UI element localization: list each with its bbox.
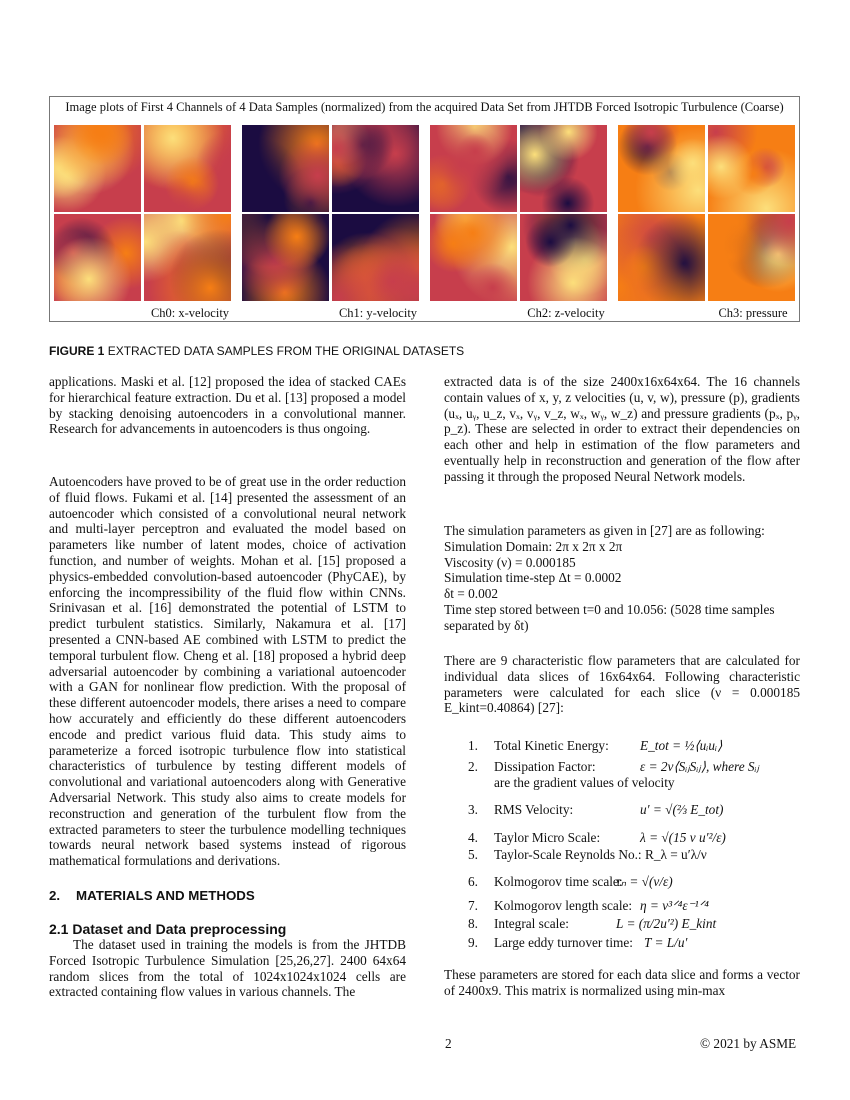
figure-caption bbox=[49, 344, 464, 358]
channel-label-0: Ch0: x-velocity bbox=[150, 306, 230, 320]
flow-sample-image bbox=[618, 125, 705, 212]
list-item: 5. Taylor-Scale Reynolds No.: R_λ = u′λ/ν bbox=[468, 847, 707, 862]
flow-sample-image bbox=[430, 214, 517, 301]
channel-label-3: Ch3: pressure bbox=[718, 306, 788, 320]
flow-sample-image bbox=[144, 214, 231, 301]
list-item: 7. Kolmogorov length scale: η = ν³ᐟ⁴ε⁻¹ᐟ⁴ bbox=[468, 898, 709, 913]
figure-caption-label: FIGURE 1 bbox=[49, 344, 105, 358]
figure-1 bbox=[49, 96, 800, 322]
sim-timestep: Simulation time-step Δt = 0.0002 bbox=[444, 570, 622, 586]
sim-dt: δt = 0.002 bbox=[444, 586, 499, 602]
list-item: are the gradient values of velocity bbox=[494, 775, 675, 790]
list-item: 9. Large eddy turnover time: T = L/u′ bbox=[468, 935, 688, 950]
sim-viscosity: Viscosity (ν) = 0.000185 bbox=[444, 554, 576, 570]
list-item: 4. Taylor Micro Scale: λ = √(15 ν u′²/ε) bbox=[468, 830, 726, 845]
section-number: 2. bbox=[49, 888, 61, 903]
flow-sample-image bbox=[332, 125, 419, 212]
right-paragraph-1: extracted data is of the size 2400x16x64x64. The 16 channels contain values of x, y, z velocities (u, v, w), pressure (p), gradients (uₓ, uᵧ, u_z, vₓ, vᵧ, v_z, wₓ, wᵧ, w_z) and pressure gradients (pₓ, pᵧ, p_z). These are selected in order to extract their dependencies on each other and help in estimation of the flow parameters and eventually help in reconstruction and generation of the flow after passing it through the proposed Neural Network models. bbox=[444, 374, 800, 484]
flow-sample-image bbox=[54, 214, 141, 301]
figure-caption-text: EXTRACTED DATA SAMPLES FROM THE ORIGINAL DATASETS bbox=[107, 344, 465, 358]
list-item: 8. Integral scale: L = (π/2u′²) E_kint bbox=[468, 916, 717, 931]
channel-label-2: Ch2: z-velocity bbox=[527, 306, 605, 320]
flow-sample-image bbox=[242, 214, 329, 301]
right-paragraph-4: These parameters are stored for each data slice and forms a vector of 2400x9. This matrix is normalized using min-max bbox=[444, 967, 800, 998]
left-paragraph-1: applications. Maski et al. [12] proposed the idea of stacked CAEs for hierarchical feature extraction. Du et al. [13] proposed a model by stacking denoising autoencoders in a convolutional manner. Research for advancements in autoencoders is thus ongoing. bbox=[49, 374, 406, 437]
section-heading: MATERIALS AND METHODS bbox=[76, 888, 255, 903]
page-number: 2 bbox=[445, 1036, 452, 1051]
flow-sample-image bbox=[708, 125, 795, 212]
flow-sample-image bbox=[54, 125, 141, 212]
left-paragraph-2: Autoencoders have proved to be of great use in the order reduction of fluid flows. Fukami et al. [14] presented the assessment of an autoencoder which consisted of a convolutional neural network and multi-layer perceptron and evaluated the model based on parameters like number of latent modes, choice of activation function, and number of weights. Mohan et al. [15] proposed a physics-embedded convolution-based autoencoder (PhyCAE), by enforcing the incompressibility of the fluid flow within CNNs. Srinivasan et al. [16] demonstrated the potential of LSTM to predict turbulent statistics. Similarly, Nakamura et al. [17] presented a CNN-based AE combined with LSTM to predict the temporal turbulent flow. Cheng et al. [18] proposed a hybrid deep adversarial autoencoder by combining a variational autoencoder with a GAN for nonlinear flow prediction. With the proposal of these different autoencoder models, there arises a need to compare how accurately and efficiently do these different autoencoders encode and predict various fluid data. This study aims to parameterize a forced isotropic turbulence flow into statistical characteristics of turbulence by testing different models of convolutional and variational autoencoders along with Generative Adversarial Network. This study also aims to create models for reconstruction and generation of the turbulent flow from the extracted parameters to steer the turbulence modelling techniques towards neural network based systems instead of rigorous mathematical formulations and derivations. bbox=[49, 474, 406, 869]
flow-sample-image bbox=[430, 125, 517, 212]
flow-sample-image bbox=[332, 214, 419, 301]
flow-sample-image bbox=[520, 214, 607, 301]
flow-sample-image bbox=[520, 125, 607, 212]
list-item: 6. Kolmogorov time scale: τₙ = √(ν/ε) bbox=[468, 874, 673, 889]
flow-sample-image bbox=[144, 125, 231, 212]
flow-sample-image bbox=[242, 125, 329, 212]
figure-title: Image plots of First 4 Channels of 4 Data Samples (normalized) from the acquired Data Set from JHTDB Forced Isotropic Turbulence (Coarse) bbox=[65, 100, 784, 114]
subsection-heading: 2.1 Dataset and Data preprocessing bbox=[49, 921, 287, 937]
copyright: © 2021 by ASME bbox=[700, 1036, 797, 1051]
flow-sample-image bbox=[708, 214, 795, 301]
right-paragraph-3: There are 9 characteristic flow parameters that are calculated for individual data slices of 16x64x64. Following characteristic parameters were calculated for each slice (ν = 0.000185 E_kint=0.40864) [27]: bbox=[444, 653, 800, 716]
left-paragraph-3: The dataset used in training the models is from the JHTDB Forced Isotropic Turbulence Simulation [25,26,27]. 2400 64x64 random slices from the total of 1024x1024x1024 cells are extracted containing flow values in various channels. The bbox=[49, 937, 406, 1000]
sim-domain: Simulation Domain: 2π x 2π x 2π bbox=[444, 538, 623, 554]
list-item: 2. Dissipation Factor: ε = 2ν⟨SᵢⱼSᵢⱼ⟩, where Sᵢⱼ bbox=[468, 759, 759, 774]
simulation-parameters bbox=[444, 523, 800, 634]
sim-intro: The simulation parameters as given in [27] are as following: bbox=[444, 523, 765, 538]
list-item: 1. Total Kinetic Energy: E_tot = ½⟨uᵢuᵢ⟩ bbox=[468, 738, 723, 753]
list-item: 3. RMS Velocity: u′ = √(⅔ E_tot) bbox=[468, 802, 724, 817]
flow-sample-image bbox=[618, 214, 705, 301]
channel-label-1: Ch1: y-velocity bbox=[338, 306, 418, 320]
sim-time-stored: Time step stored between t=0 and 10.056: (5028 time samples separated by δt) bbox=[444, 601, 775, 633]
